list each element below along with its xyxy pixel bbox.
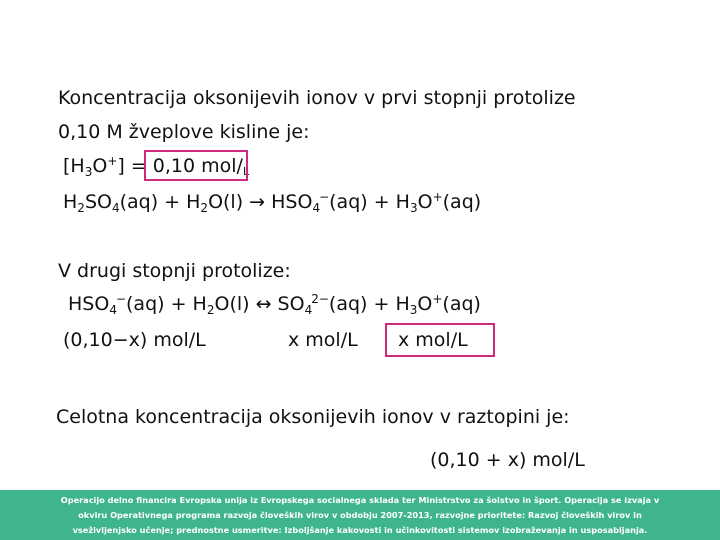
eq2-sup: + [432,292,443,306]
eq1-part: (aq) + H [119,191,201,213]
eq1-part: (aq) + H [329,191,410,213]
eq1-part: HSO [265,191,313,213]
equilibrium-arrow-icon: ↔ [255,293,272,315]
text-line-second-stage: V drugi stopnji protolize: [58,260,291,282]
total-concentration-result: (0,10 + x) mol/L [430,449,585,471]
highlight-box-second [385,323,495,357]
eq1-part: (aq) [442,191,482,213]
h3o-superscript: + [107,154,118,168]
eq1-part: O [417,191,433,213]
eq2-part: HSO [68,293,110,315]
eq2-part: (aq) + H [126,293,207,315]
eq2-sub: 3 [409,303,418,317]
eq1-sub: 4 [312,201,321,215]
eq1-sub: 3 [409,201,418,215]
eq2-part: SO [271,293,305,315]
eq1-sub: 2 [200,201,209,215]
footer-line-3: vseživljenjsko učenje; prednostne usmeritve: Izboljšanje kakovosti in učinkovitosti sistemov izobraževanja in usposabljanja. [72,525,648,535]
equation-first-stage [63,190,481,214]
eq2-sup: 2− [311,292,329,306]
eq2-part: O [417,293,433,315]
text-line-first-stage-1: Koncentracija oksonijevih ionov v prvi stopnji protolize [58,87,576,109]
highlight-box-first [144,150,248,181]
eq2-sub: 4 [109,303,117,317]
h3o-subscript: 3 [84,165,93,179]
h3o-unit-tail: L [242,165,250,178]
eq2-sub: 4 [304,303,313,317]
equation-second-stage [68,292,481,316]
footer-line-1: Operacijo delno financira Evropska unija iz Evropskega socialnega sklada ter Ministrstvo za šolstvo in šport. Operacija se izvaja v [60,495,660,505]
concentration-hydronium: x mol/L [398,329,468,351]
eq2-sup: − [115,292,127,306]
eq2-sub: 2 [206,303,215,317]
text-line-total: Celotna koncentracija oksonijevih ionov v raztopini je: [56,406,570,428]
eq2-part: (aq) [442,293,481,315]
eq1-part: H [63,191,78,213]
eq2-part: (aq) + H [328,293,410,315]
eq1-part: O(l) [208,191,250,213]
footer-line-2: okviru Operativnega programa razvoja človeških virov v obdobju 2007-2013, razvojne prioritete: Razvoj človeških virov in [78,510,642,520]
eq1-sup: + [432,190,443,204]
concentration-reactant: (0,10−x) mol/L [63,329,206,351]
eq1-sup: − [319,190,330,204]
concentration-sulfate: x mol/L [288,329,358,351]
eq1-sub: 4 [111,201,120,215]
h3o-o: O [92,155,108,177]
funding-footer [0,490,720,540]
h3o-equals: ] = [117,155,153,177]
text-line-first-stage-2: 0,10 M žveplove kisline je: [58,121,310,143]
h3o-value: 0,10 mol/ [152,155,243,177]
h3o-open: [H [63,155,85,177]
eq1-sub: 2 [77,201,85,215]
eq2-part: O(l) [214,293,256,315]
right-arrow-icon: → [249,191,266,213]
eq1-part: SO [84,191,112,213]
